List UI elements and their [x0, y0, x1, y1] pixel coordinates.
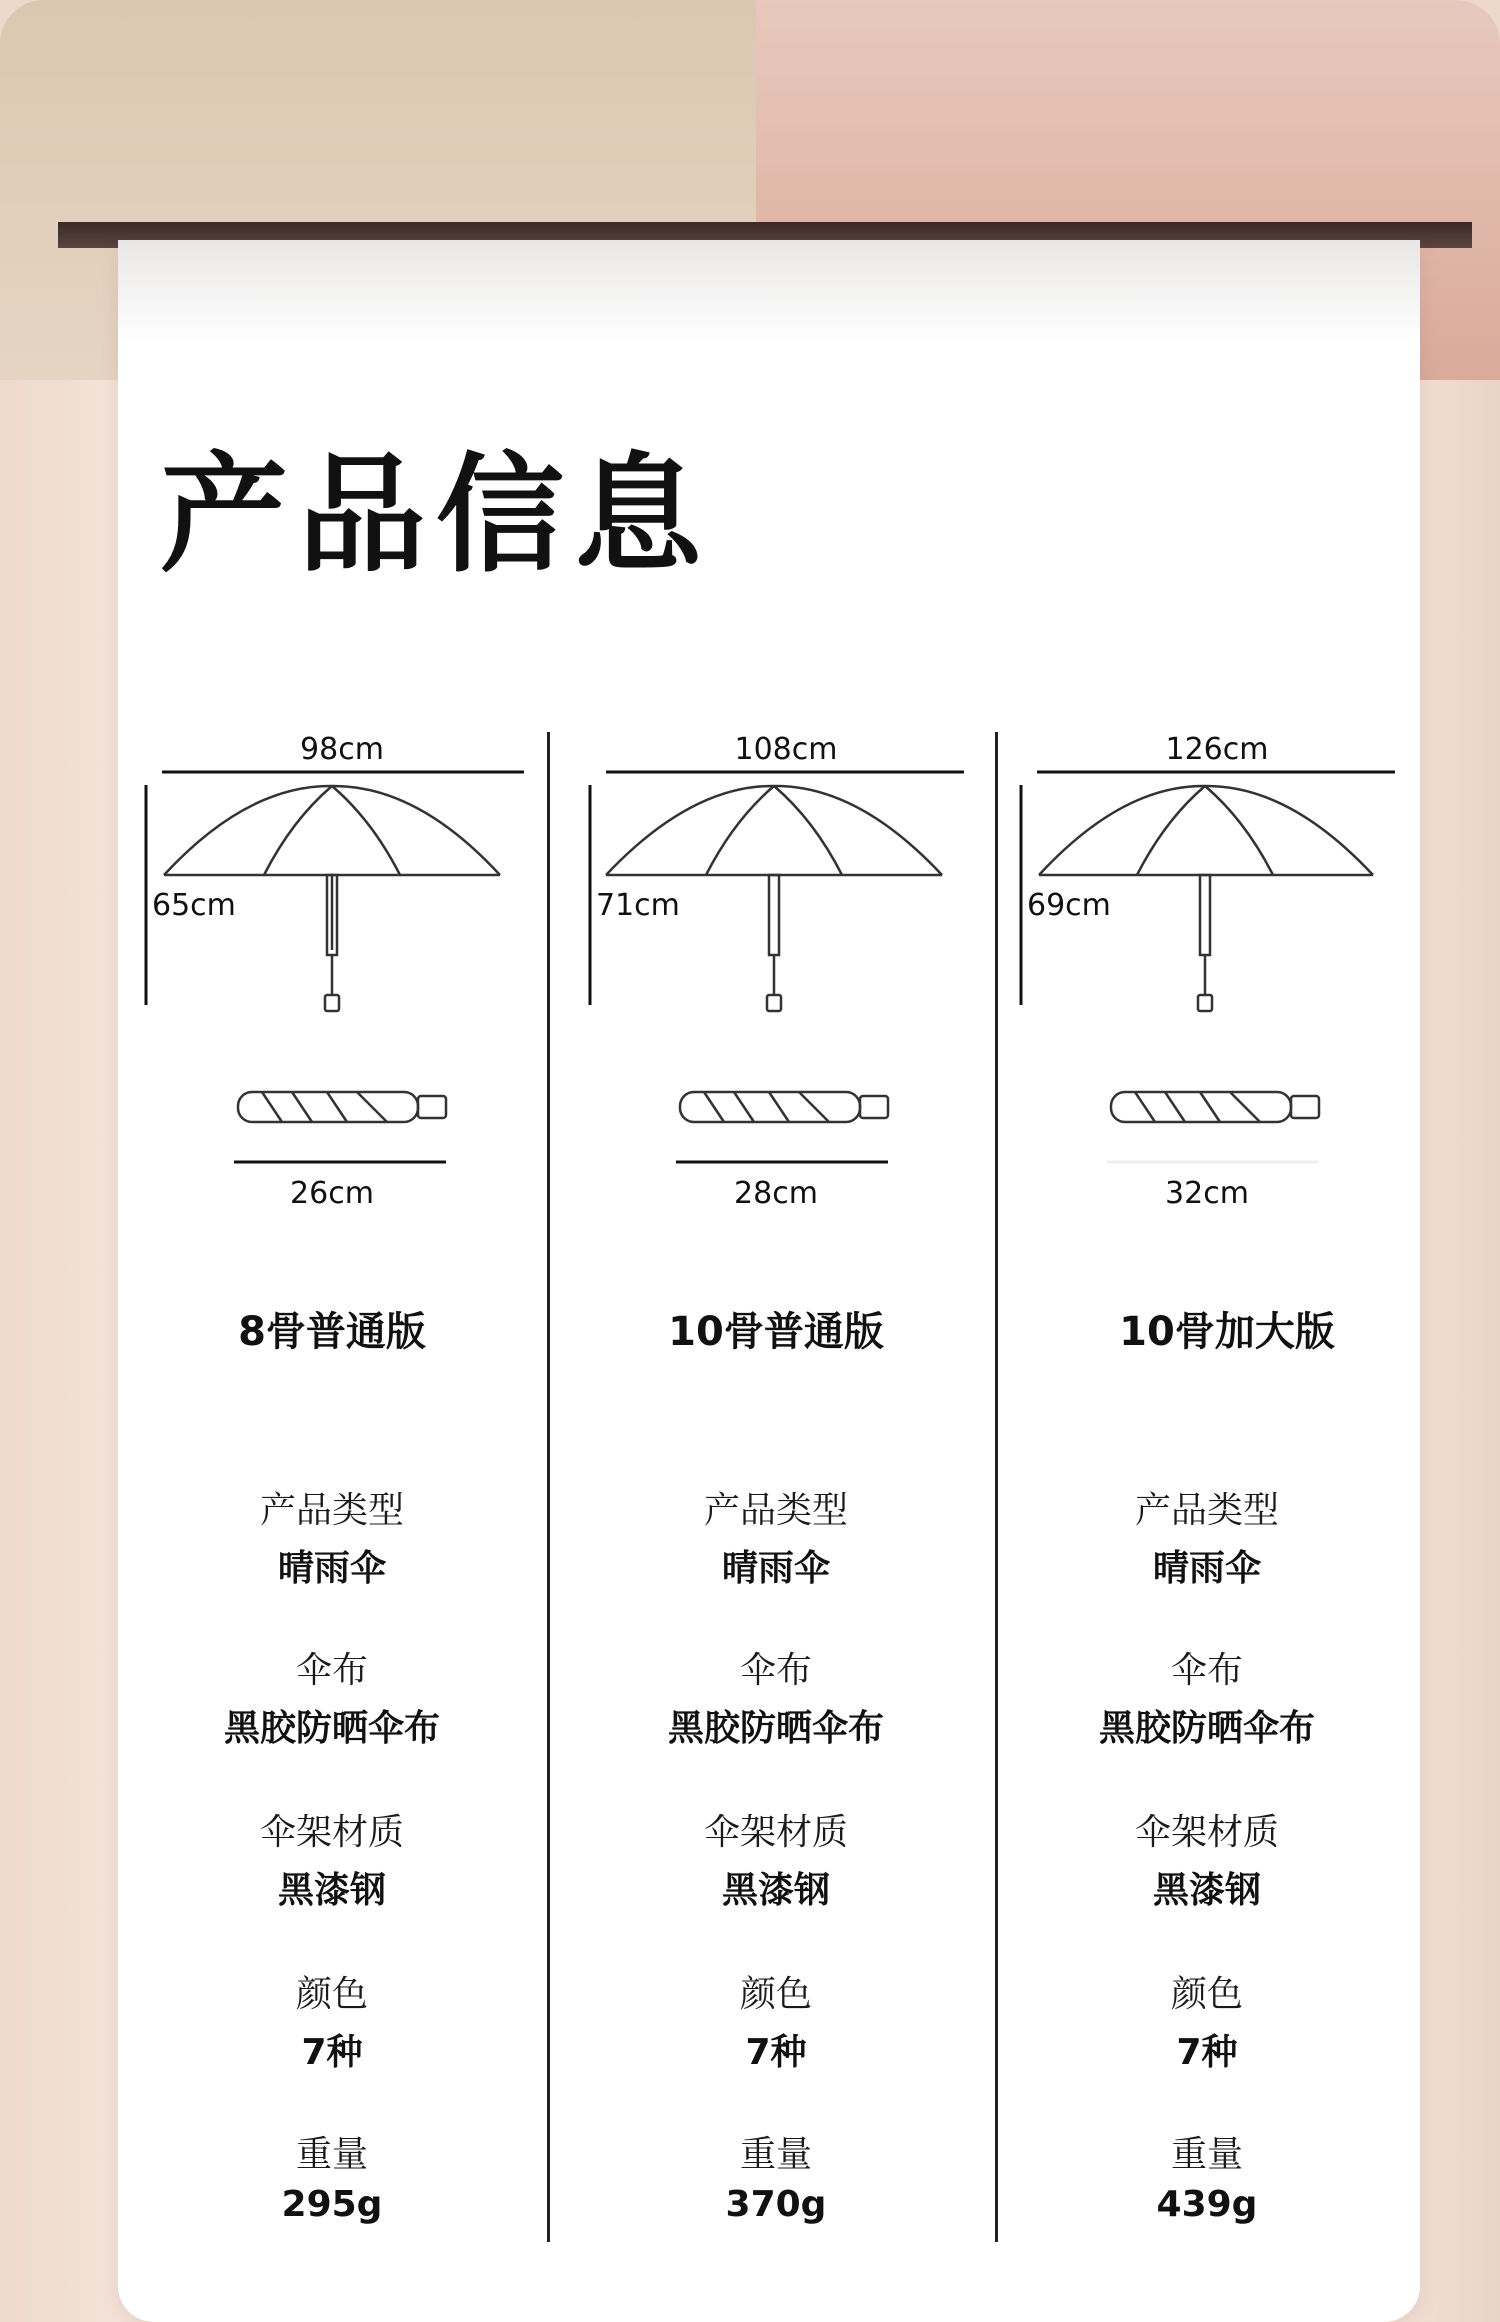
folded-umbrella-icon: [238, 1092, 446, 1122]
variant-column: [1017, 720, 1457, 2260]
folded-length: 26cm: [290, 1176, 374, 1211]
spec-label-frame: 伞架材质: [703, 1812, 848, 1853]
spec-label-type: 产品类型: [703, 1490, 848, 1531]
spec-value-color: 7种: [1176, 2032, 1238, 2073]
spec-value-frame: 黑漆钢: [277, 1870, 386, 1911]
spec-label-color: 颜色: [739, 1974, 812, 2015]
umbrella-diagram: [586, 720, 1026, 1180]
spec-value-color: 7种: [745, 2032, 807, 2073]
spec-value-type: 晴雨伞: [1152, 1548, 1261, 1589]
spec-value-weight: 439g: [1156, 2184, 1258, 2225]
spec-label-weight: 重量: [1170, 2134, 1243, 2175]
umbrella-diagram: [142, 720, 582, 1180]
spec-label-frame: 伞架材质: [259, 1812, 404, 1853]
open-height: 69cm: [1027, 888, 1111, 923]
spec-label-frame: 伞架材质: [1134, 1812, 1279, 1853]
spec-label-type: 产品类型: [259, 1490, 404, 1531]
spec-value-color: 7种: [301, 2032, 363, 2073]
folded-length: 32cm: [1165, 1176, 1249, 1211]
spec-value-fabric: 黑胶防晒伞布: [223, 1708, 440, 1749]
model-name: 10骨普通版: [668, 1309, 884, 1355]
open-width: 126cm: [1165, 732, 1269, 767]
spec-value-weight: 370g: [725, 2184, 827, 2225]
open-height: 65cm: [152, 888, 236, 923]
spec-label-fabric: 伞布: [295, 1650, 368, 1691]
open-width: 98cm: [300, 732, 384, 767]
spec-label-color: 颜色: [295, 1974, 368, 2015]
spec-label-type: 产品类型: [1134, 1490, 1279, 1531]
spec-label-fabric: 伞布: [1170, 1650, 1243, 1691]
open-width: 108cm: [734, 732, 838, 767]
variant-column: [586, 720, 1026, 2260]
spec-value-weight: 295g: [281, 2184, 383, 2225]
model-name: 10骨加大版: [1119, 1309, 1335, 1355]
folded-length: 28cm: [734, 1176, 818, 1211]
spec-label-weight: 重量: [739, 2134, 812, 2175]
model-name: 8骨普通版: [238, 1309, 426, 1355]
variant-column: [142, 720, 582, 2260]
spec-label-fabric: 伞布: [739, 1650, 812, 1691]
spec-value-fabric: 黑胶防晒伞布: [667, 1708, 884, 1749]
open-height: 71cm: [596, 888, 680, 923]
page-title: 产品信息: [160, 441, 713, 590]
folded-umbrella-icon: [680, 1092, 888, 1122]
spec-label-color: 颜色: [1170, 1974, 1243, 2015]
spec-value-type: 晴雨伞: [721, 1548, 830, 1589]
umbrella-diagram: [1017, 720, 1457, 1180]
spec-value-frame: 黑漆钢: [1152, 1870, 1261, 1911]
spec-value-fabric: 黑胶防晒伞布: [1098, 1708, 1315, 1749]
folded-umbrella-icon: [1111, 1092, 1319, 1122]
spec-value-frame: 黑漆钢: [721, 1870, 830, 1911]
spec-value-type: 晴雨伞: [277, 1548, 386, 1589]
spec-label-weight: 重量: [295, 2134, 368, 2175]
